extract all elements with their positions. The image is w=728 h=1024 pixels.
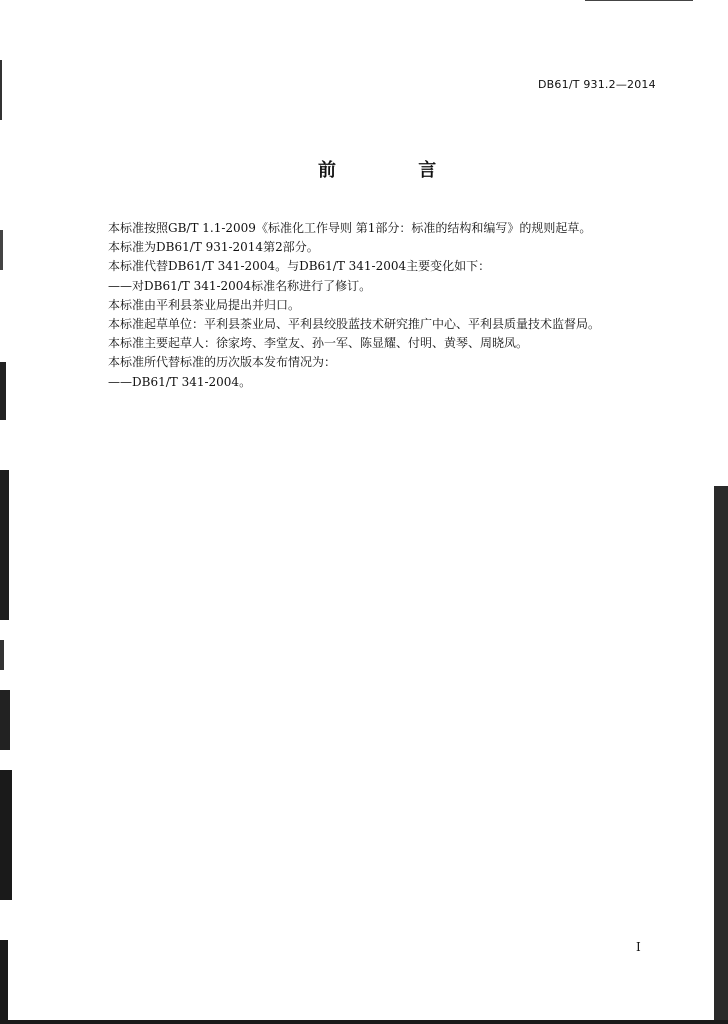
scan-edge-right	[714, 486, 728, 1024]
foreword-body	[108, 219, 668, 392]
paragraph-drafting-rules: 本标准按照GB/T 1.1-2009《标准化工作导则 第1部分：标准的结构和编写》的规则起草。	[108, 221, 592, 235]
paragraph-history: 本标准所代替标准的历次版本发布情况为：	[108, 355, 337, 370]
paragraph-proposer: 本标准由平利县茶业局提出并归口。	[108, 297, 301, 312]
page-number: I	[636, 940, 641, 954]
top-rule	[585, 0, 693, 1]
page-title: 前 言	[318, 160, 475, 181]
paragraph-history-item: ——DB61/T 341-2004。	[108, 374, 252, 389]
scan-edge-left	[0, 0, 14, 1024]
scan-edge-bottom	[0, 1020, 728, 1024]
standard-code: DB61/T 931.2—2014	[538, 78, 656, 91]
paragraph-drafters: 本标准主要起草人：徐家垮、李堂友、孙一军、陈显耀、付明、黄琴、周晓凤。	[108, 336, 529, 351]
paragraph-drafting-units: 本标准起草单位：平利县茶业局、平利县绞股蓝技术研究推广中心、平利县质量技术监督局。	[108, 317, 601, 332]
paragraph-replacement: 本标准代替DB61/T 341-2004。与DB61/T 341-2004主要变化如下：	[108, 259, 491, 274]
paragraph-change-item: ——对DB61/T 341-2004标准名称进行了修订。	[108, 278, 372, 293]
paragraph-part-info: 本标准为DB61/T 931-2014第2部分。	[108, 240, 319, 255]
